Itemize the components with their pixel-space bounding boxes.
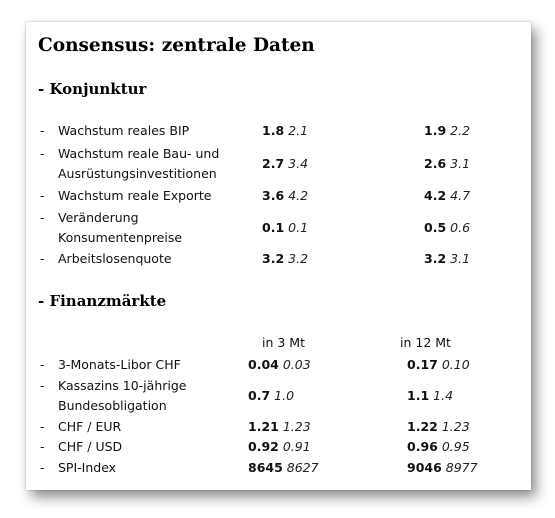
row-label: [58, 417, 121, 437]
value-3-months: [262, 186, 308, 206]
row-label: [58, 437, 122, 457]
table-row: [26, 144, 531, 184]
actual-value: 3.6: [262, 188, 285, 203]
actual-value: 2.6: [424, 156, 447, 171]
actual-value: 3.2: [424, 251, 447, 266]
row-bullet-dash: -: [40, 188, 45, 203]
row-label: [58, 355, 181, 375]
table-row: [26, 186, 531, 206]
forecast-value: 8977: [445, 460, 478, 475]
row-bullet-dash: -: [40, 123, 45, 138]
actual-value: 1.8: [262, 123, 285, 138]
forecast-value: 0.03: [282, 357, 311, 372]
row-label-line: Konsumentenpreise: [58, 230, 183, 245]
row-bullet-dash: -: [40, 357, 45, 372]
actual-value: 0.5: [424, 220, 447, 235]
actual-value: 8645: [248, 460, 283, 475]
actual-value: 1.1: [407, 388, 430, 403]
consensus-card: [26, 22, 531, 490]
value-3-months: [262, 249, 308, 269]
row-bullet-dash: -: [40, 378, 45, 393]
row-bullet-dash: -: [40, 419, 45, 434]
value-12-months: [407, 417, 470, 437]
table-row: [26, 249, 531, 269]
actual-value: 0.1: [262, 220, 285, 235]
value-12-months: [407, 458, 478, 478]
value-3-months: [262, 121, 308, 141]
forecast-value: 0.91: [282, 439, 311, 454]
row-label-line: 3-Monats-Libor CHF: [58, 357, 181, 372]
value-3-months: [248, 437, 311, 457]
row-label-line: Kassazins 10-jährige: [58, 378, 187, 393]
value-3-months: [262, 218, 308, 238]
forecast-value: 2.2: [450, 123, 471, 138]
table-row: [26, 208, 531, 248]
value-12-months: [407, 355, 470, 375]
forecast-value: 3.1: [450, 156, 471, 171]
row-bullet-dash: -: [40, 210, 45, 225]
forecast-value: 1.23: [441, 419, 470, 434]
row-label-line: CHF / EUR: [58, 419, 122, 434]
table-row: [26, 458, 531, 478]
column-header-12-months: in 12 Mt: [400, 335, 451, 350]
forecast-value: 0.6: [450, 220, 471, 235]
page-title: Consensus: zentrale Daten: [38, 35, 315, 56]
value-12-months: [424, 186, 470, 206]
forecast-value: 0.95: [441, 439, 470, 454]
section-heading-konjunktur: - Konjunktur: [38, 80, 147, 98]
row-label: [58, 376, 186, 416]
forecast-value: 4.7: [450, 188, 471, 203]
row-label: [58, 458, 116, 478]
column-header-3-months: in 3 Mt: [262, 335, 305, 350]
row-label-line: Wachstum reale Bau- und: [58, 146, 220, 161]
actual-value: 0.04: [248, 357, 279, 372]
forecast-value: 1.4: [433, 388, 454, 403]
row-label: [58, 144, 219, 184]
row-bullet-dash: -: [40, 460, 45, 475]
value-12-months: [424, 121, 470, 141]
forecast-value: 1.0: [274, 388, 295, 403]
forecast-value: 0.10: [441, 357, 470, 372]
row-label-line: Wachstum reale Exporte: [58, 188, 212, 203]
value-3-months: [262, 154, 308, 174]
row-label-line: Veränderung: [58, 210, 139, 225]
value-3-months: [248, 386, 294, 406]
row-label-line: Ausrüstungsinvestitionen: [58, 166, 217, 181]
table-row: [26, 417, 531, 437]
actual-value: 0.17: [407, 357, 438, 372]
forecast-value: 8627: [286, 460, 319, 475]
actual-value: 0.96: [407, 439, 438, 454]
forecast-value: 3.1: [450, 251, 471, 266]
actual-value: 9046: [407, 460, 442, 475]
row-label-line: Wachstum reales BIP: [58, 123, 190, 138]
row-label: [58, 249, 172, 269]
actual-value: 2.7: [262, 156, 285, 171]
actual-value: 1.21: [248, 419, 279, 434]
table-row: [26, 376, 531, 416]
table-row: [26, 355, 531, 375]
row-label-line: SPI-Index: [58, 460, 117, 475]
row-bullet-dash: -: [40, 439, 45, 454]
row-label: [58, 208, 182, 248]
value-12-months: [424, 249, 470, 269]
value-12-months: [424, 154, 470, 174]
actual-value: 1.22: [407, 419, 438, 434]
row-bullet-dash: -: [40, 251, 45, 266]
value-3-months: [248, 417, 311, 437]
row-label-line: Arbeitslosenquote: [58, 251, 172, 266]
actual-value: 3.2: [262, 251, 285, 266]
row-label: [58, 121, 189, 141]
forecast-value: 0.1: [288, 220, 309, 235]
actual-value: 1.9: [424, 123, 447, 138]
value-12-months: [424, 218, 470, 238]
forecast-value: 2.1: [288, 123, 309, 138]
forecast-value: 1.23: [282, 419, 311, 434]
section-heading-finanzmaerkte: - Finanzmärkte: [38, 292, 167, 310]
value-3-months: [248, 458, 319, 478]
actual-value: 0.7: [248, 388, 271, 403]
value-12-months: [407, 386, 453, 406]
row-label-line: Bundesobligation: [58, 398, 167, 413]
row-bullet-dash: -: [40, 146, 45, 161]
forecast-value: 3.2: [288, 251, 309, 266]
table-row: [26, 121, 531, 141]
forecast-value: 4.2: [288, 188, 309, 203]
forecast-value: 3.4: [288, 156, 309, 171]
value-12-months: [407, 437, 470, 457]
actual-value: 4.2: [424, 188, 447, 203]
value-3-months: [248, 355, 311, 375]
row-label: [58, 186, 211, 206]
actual-value: 0.92: [248, 439, 279, 454]
table-row: [26, 437, 531, 457]
row-label-line: CHF / USD: [58, 439, 123, 454]
